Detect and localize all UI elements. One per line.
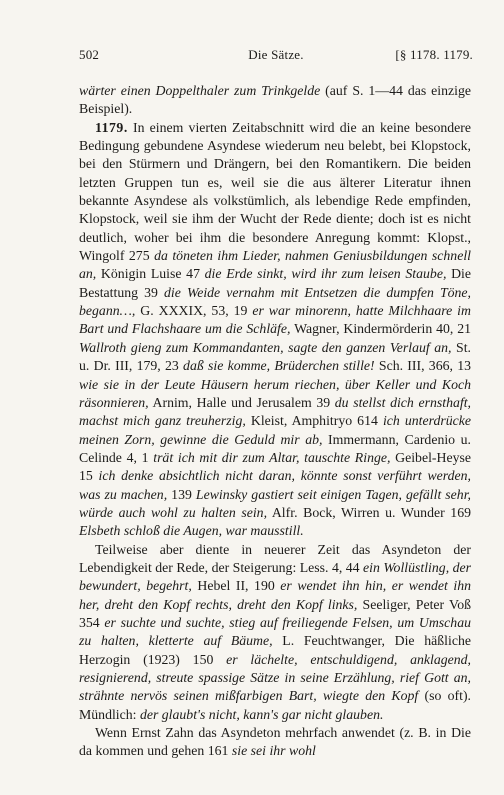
text-run: Immermann, Cardenio u. Celinde 4, 1 xyxy=(79,431,471,465)
text-run: Alfr. Bock, Wirren u. Wunder 169 xyxy=(267,504,471,520)
text-run: (auf S. 1—44 das einzige Beispiel). xyxy=(79,83,471,117)
text-run: In einem vierten Zeitabschnitt wird die an keine besondere Bedingung gebundene Asyndese wiederum neu belebt, bei Klopstock, bei den Stürmern und Drängern, bei den Romantikern. Die beiden letzten Gruppen tun es, weil sie die aus älterer Literatur ihnen bekannte Asyndese als volkstümlich, als lebendige Rede empfinden, Klopstock, weil sie ihm der Wucht der Rede diente; doch ist es nicht deutlich, woher bei ihm die besondere Anregung kommt: Klopst., Wingolf 275 xyxy=(79,119,471,264)
quoted-example: wärter einen Doppelthaler zum Trinkgelde xyxy=(79,83,321,98)
text-run: Wagner, Kindermörderin 40, 21 xyxy=(290,321,471,337)
quoted-example: ein Wollüstling, der bewundert, begehrt, xyxy=(79,559,471,594)
paragraph xyxy=(79,541,471,724)
quoted-example: Wallroth gieng zum Kommandanten, sagte den ganzen Verlauf an, xyxy=(79,339,452,355)
quoted-example: sie sei ihr wohl xyxy=(231,743,316,759)
quoted-example: er lächelte, entschuldigend, anklagend, resignierend, streute spassige Sätze in seine Erzählung, rief Gott an, strähnte nervös seinen mißfarbigen Bart, wiegte den Kopf xyxy=(79,651,471,704)
text-run: Kleist, Amphitryo 614 xyxy=(245,413,383,429)
text-run: Hebel II, 190 xyxy=(191,578,281,594)
paragraph xyxy=(79,119,471,541)
quoted-example: wie sie in der Leute Häusern herum riechen, über Keller und Koch räsonnieren, xyxy=(79,376,471,410)
text-run: Arnim, Halle und Jerusalem 39 xyxy=(148,394,335,410)
text-run: Wenn Ernst Zahn das Asyndeton mehrfach anwendet (z. B. in Die da kommen und gehen 161 xyxy=(79,725,471,759)
body-text xyxy=(79,82,471,761)
text-run: Königin Luise 47 xyxy=(96,266,205,282)
text-run: Die Bestattung 39 xyxy=(79,266,471,300)
running-title: Die Sätze. xyxy=(248,47,304,62)
paragraph xyxy=(79,82,471,119)
quoted-example: da töneten ihm Lieder, nahmen Geniusbildungen schnell an, xyxy=(79,248,471,282)
quoted-example: Lewinsky gastiert seit einigen Tagen, gefällt sehr, würde auch wohl zu halten sein, xyxy=(79,486,471,520)
section-number: 1179. xyxy=(95,119,128,135)
quoted-example: Elsbeth schloß die Augen, war mausstill. xyxy=(79,523,304,539)
text-run: 139 xyxy=(167,486,196,502)
quoted-example: er war minorenn, hatte Milchhaare im Bart und Flachshaare um die Schläfe, xyxy=(79,303,471,337)
section-reference: [§ 1178. 1179. xyxy=(395,47,473,62)
quoted-example: ich unterdrücke meinen Zorn, gewinne die Geduld mir ab, xyxy=(79,413,471,447)
quoted-example: der glaubt's nicht, kann's gar nicht glauben. xyxy=(139,706,384,722)
paragraph xyxy=(79,724,471,761)
text-run: (so oft). Mündlich: xyxy=(79,688,471,722)
quoted-example: er wendet ihn hin, er wendet ihn her, dreht den Kopf rechts, dreht den Kopf links, xyxy=(79,578,471,612)
text-run: St. u. Dr. III, 179, 23 xyxy=(79,339,472,374)
quoted-example: trät ich mit dir zum Altar, tauschte Ringe, xyxy=(153,449,391,465)
text-run: Geibel-Heyse 15 xyxy=(79,449,471,484)
quoted-example: die Weide vernahm mit Entsetzen die dumpfen Töne, begann…, xyxy=(79,284,471,319)
quoted-example: er suchte und suchte, stieg auf freiliegende Felsen, um Umschau zu halten, kletterte auf Bäume, xyxy=(79,614,471,649)
text-run: L. Feuchtwanger, Die häßliche Herzogin (1923) 150 xyxy=(79,633,471,667)
text-run: Teilweise aber diente in neuerer Zeit das Asyndeton der Lebendigkeit der Rede, der Steigerung: Less. 4, 44 xyxy=(79,541,471,575)
text-run: Sch. III, 366, 13 xyxy=(374,358,471,374)
page-number: 502 xyxy=(79,47,100,62)
running-header xyxy=(79,46,473,64)
quoted-example: daß sie komme, Brüderchen stille! xyxy=(183,358,375,374)
text-run: Seeliger, Peter Voß 354 xyxy=(79,596,471,630)
quoted-example: die Erde sinkt, wird ihr zum leisen Staube, xyxy=(204,266,447,282)
quoted-example: du stellst dich ernsthaft, machst mich ganz treuherzig, xyxy=(79,394,471,429)
text-run: G. XXXIX, 53, 19 xyxy=(135,303,253,319)
quoted-example: ich denke absichtlich nicht daran, könnte sonst verführt werden, was zu machen, xyxy=(79,468,472,502)
